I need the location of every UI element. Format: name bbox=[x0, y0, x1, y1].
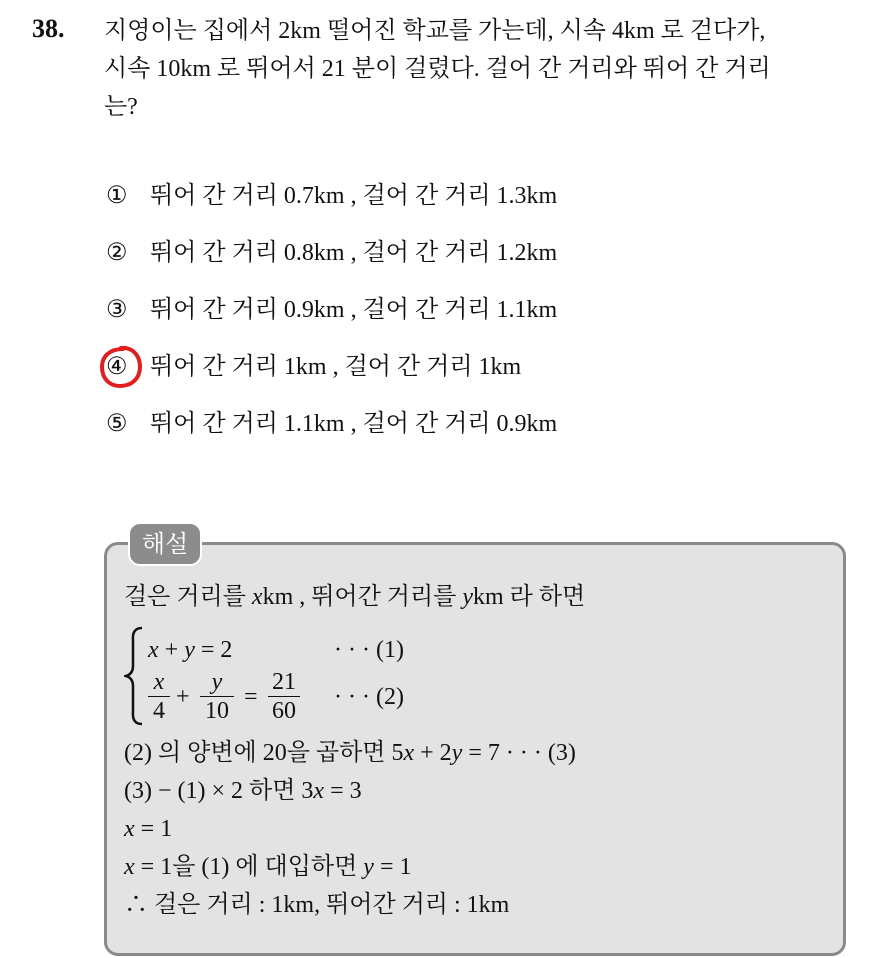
choice-text: 뛰어 간 거리 0.7km , 걸어 간 거리 1.3km bbox=[150, 183, 558, 209]
denominator: 10 bbox=[205, 698, 229, 724]
step-1 bbox=[124, 736, 576, 770]
text-part: = 3 bbox=[324, 778, 362, 804]
var-y: y bbox=[462, 584, 474, 610]
step-2 bbox=[124, 774, 362, 808]
choice-text: 뛰어 간 거리 0.8km , 걸어 간 거리 1.2km bbox=[150, 240, 558, 266]
var-y: y bbox=[451, 740, 463, 766]
op: + bbox=[158, 637, 185, 663]
text-part: (3) − (1) × 2 하면 3 bbox=[124, 778, 314, 804]
plus-sign: + bbox=[176, 684, 190, 710]
choice-4[interactable] bbox=[106, 347, 521, 387]
text-part: 걸은 거리를 bbox=[124, 584, 252, 610]
fraction-y-over-10 bbox=[200, 668, 234, 725]
fraction-x-over-4 bbox=[148, 668, 170, 725]
text-part: = 1 bbox=[134, 816, 173, 842]
denominator: 60 bbox=[272, 698, 296, 724]
choice-text: 뛰어 간 거리 1.1km , 걸어 간 거리 0.9km bbox=[150, 411, 558, 437]
var-y: y bbox=[363, 854, 374, 880]
choice-text: 뛰어 간 거리 0.9km , 걸어 간 거리 1.1km bbox=[150, 297, 558, 323]
equation-2-tag: · · · (2) bbox=[334, 684, 404, 710]
choice-3[interactable] bbox=[106, 290, 557, 330]
numerator: x bbox=[153, 669, 165, 695]
question-line-2: 시속 10km 로 뛰어서 21 분이 걸렸다. 걸어 간 거리와 뛰어 간 거리 bbox=[104, 56, 771, 82]
answer-circle-mark bbox=[97, 343, 145, 391]
explanation-intro bbox=[124, 580, 585, 614]
text-part: = 7 · · · (3) bbox=[462, 740, 576, 766]
text-part: = 1을 (1) 에 대입하면 bbox=[134, 854, 364, 880]
question-number: 38. bbox=[32, 14, 65, 43]
var-y: y bbox=[184, 637, 195, 663]
explanation-tab: 해설 bbox=[128, 522, 202, 566]
var-x: x bbox=[403, 740, 415, 766]
text-part: = 2 bbox=[194, 637, 233, 663]
text-part: (2) 의 양변에 20을 곱하면 5 bbox=[124, 740, 404, 766]
text-part: km 라 하면 bbox=[473, 584, 586, 610]
choice-number: ⑤ bbox=[106, 411, 128, 437]
choice-1[interactable] bbox=[106, 176, 557, 216]
equation-1-tag: · · · (1) bbox=[334, 637, 404, 663]
numerator: 21 bbox=[272, 669, 296, 695]
system-brace bbox=[124, 626, 146, 726]
choice-number: ① bbox=[106, 183, 128, 209]
text-part: = 1 bbox=[373, 854, 412, 880]
choice-text: 뛰어 간 거리 1km , 걸어 간 거리 1km bbox=[150, 354, 522, 380]
equals-sign: = bbox=[244, 684, 258, 710]
var-x: x bbox=[124, 816, 135, 842]
denominator: 4 bbox=[153, 698, 165, 724]
var-x: x bbox=[148, 637, 159, 663]
question-text bbox=[104, 12, 869, 126]
text-part: km , 뛰어간 거리를 bbox=[262, 584, 463, 610]
choice-number: ④ bbox=[106, 354, 128, 380]
choice-5[interactable] bbox=[106, 404, 557, 444]
text-part: + 2 bbox=[414, 740, 452, 766]
choice-number: ③ bbox=[106, 297, 128, 323]
step-3 bbox=[124, 812, 172, 846]
fraction-21-over-60 bbox=[268, 668, 300, 725]
choice-number: ② bbox=[106, 240, 128, 266]
final-answer: ∴ 걸은 거리 : 1km, 뛰어간 거리 : 1km bbox=[124, 892, 510, 918]
choice-2[interactable] bbox=[106, 233, 557, 273]
step-4 bbox=[124, 850, 411, 884]
numerator: y bbox=[211, 669, 223, 695]
var-x: x bbox=[313, 778, 325, 804]
equation-1 bbox=[148, 633, 232, 667]
var-x: x bbox=[251, 584, 263, 610]
question-line-1: 지영이는 집에서 2km 떨어진 학교를 가는데, 시속 4km 로 걷다가, bbox=[104, 18, 766, 44]
var-x: x bbox=[124, 854, 135, 880]
question-line-3: 는? bbox=[104, 94, 138, 120]
